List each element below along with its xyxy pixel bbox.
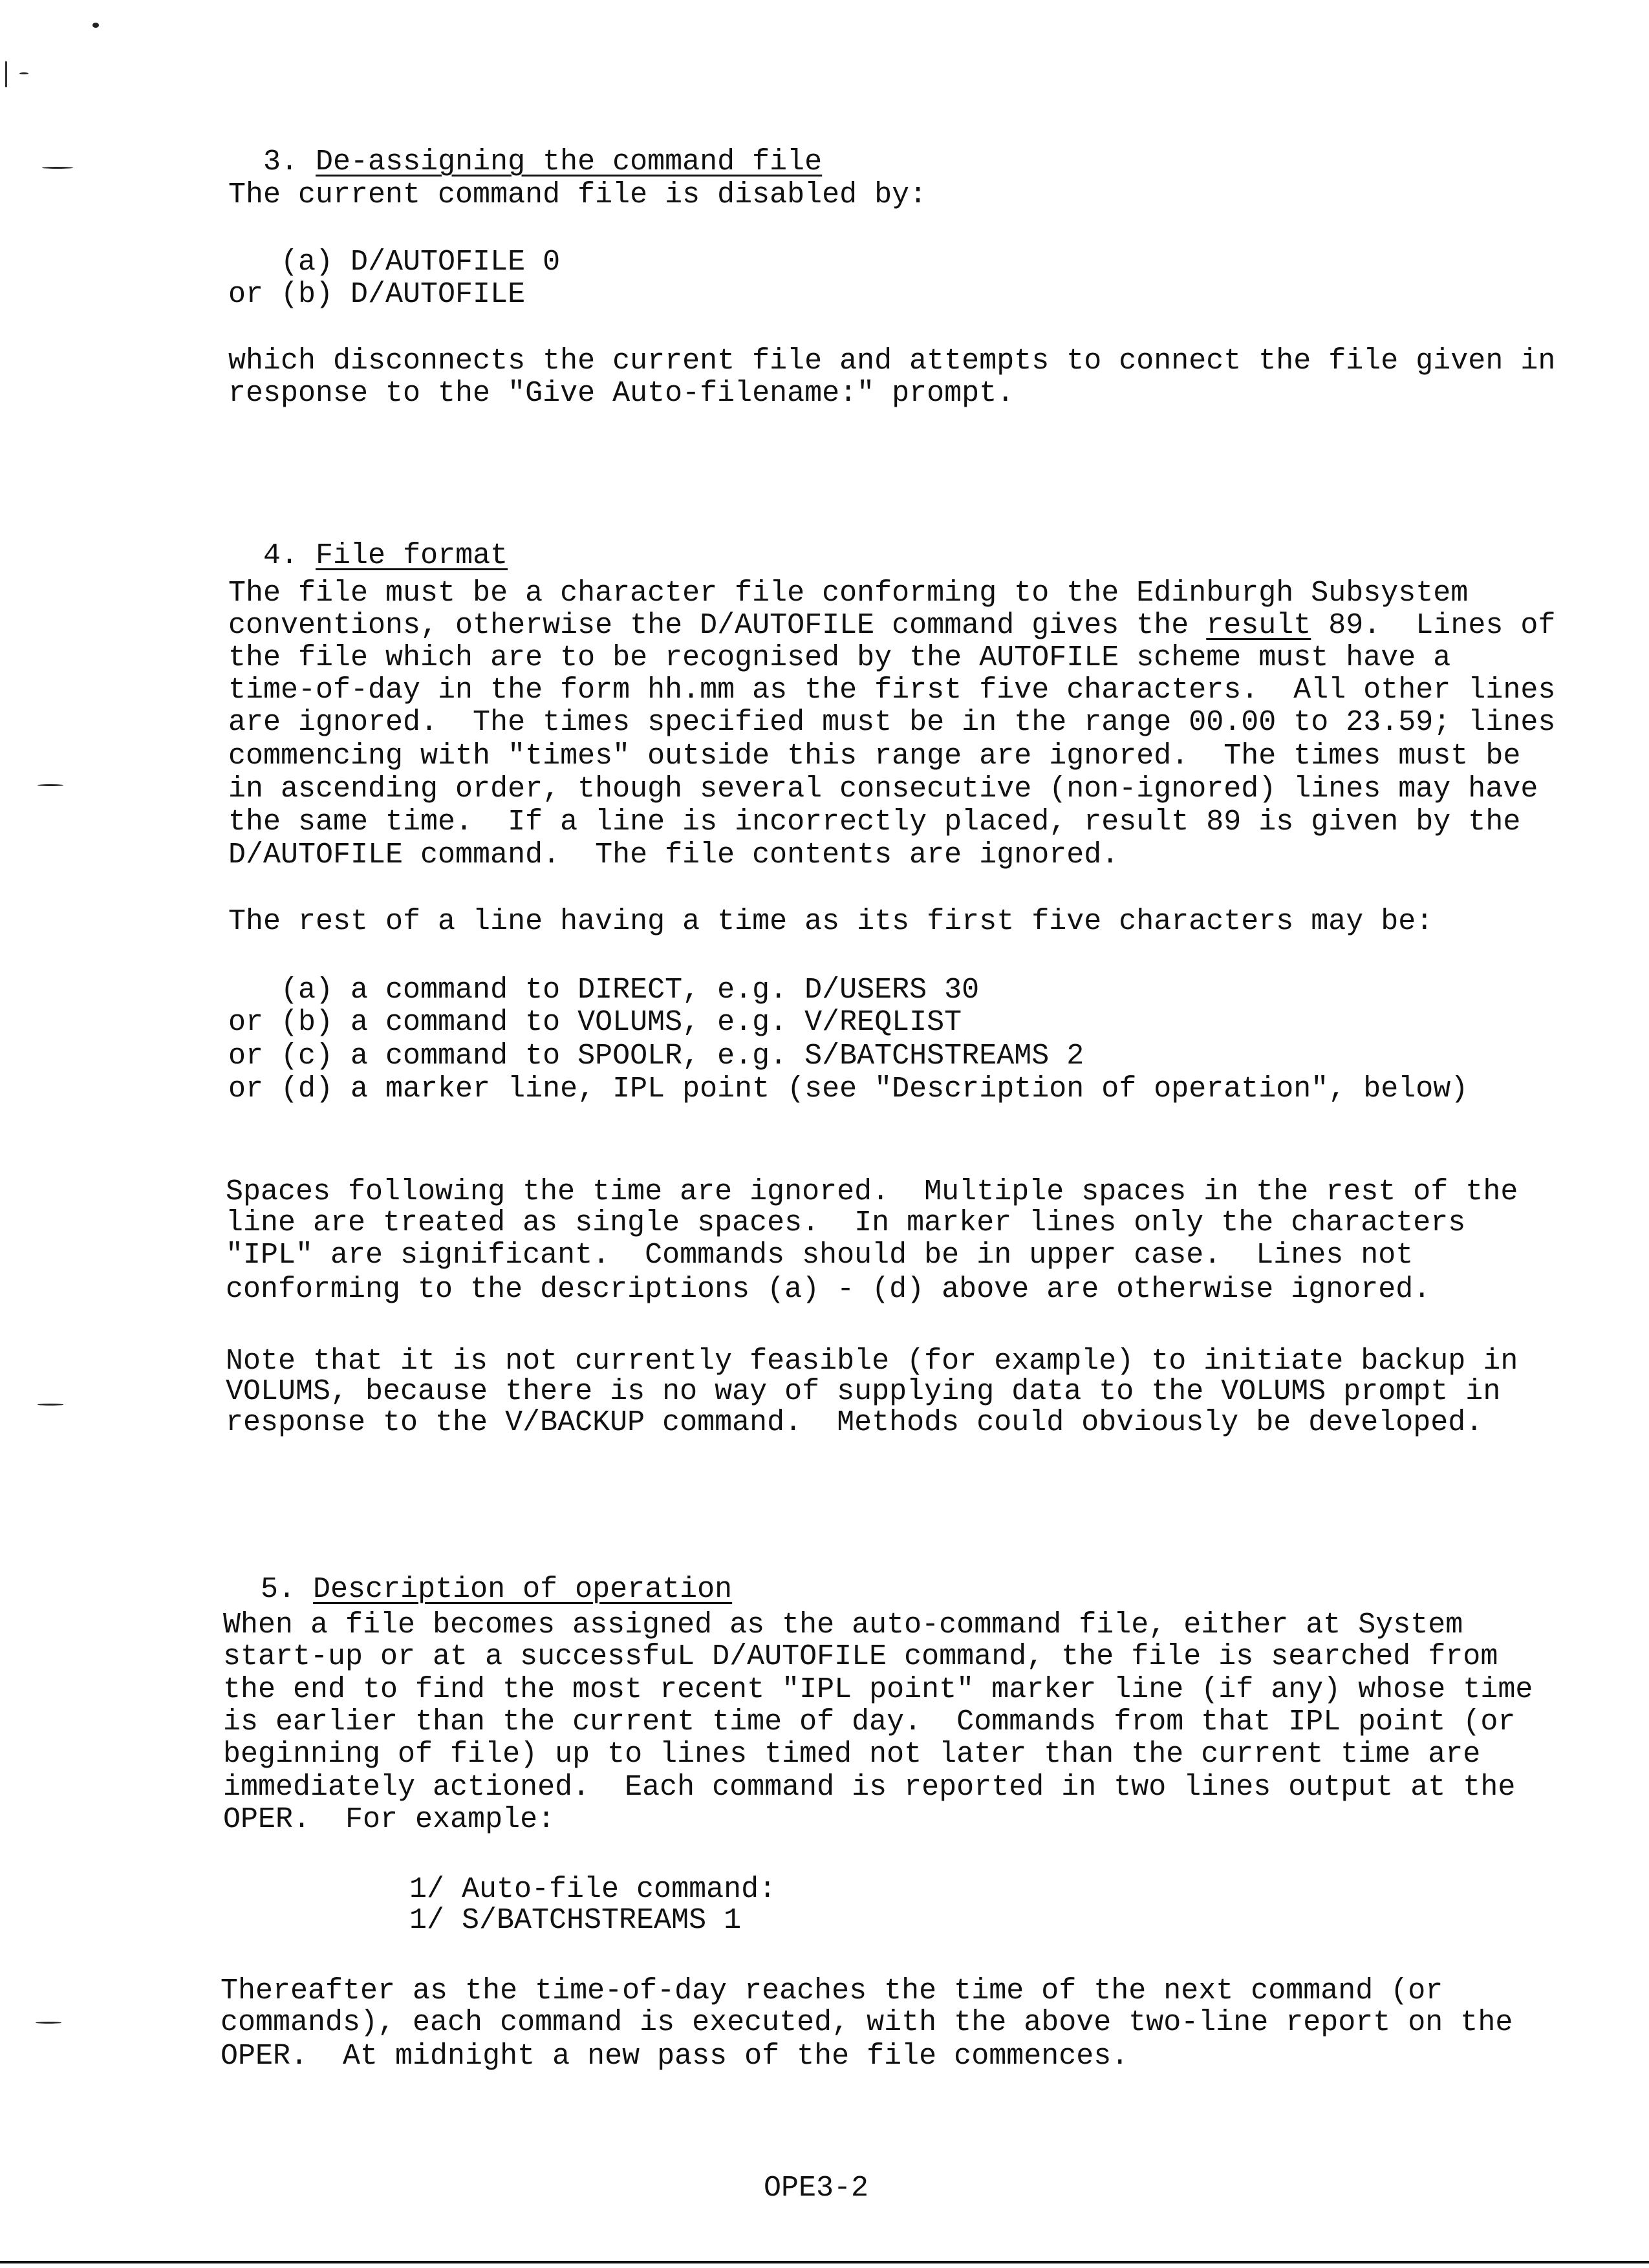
section4-para1-line: in ascending order, though several consecutive (non-ignored) lines may have xyxy=(228,773,1538,806)
scan-mark xyxy=(92,23,99,28)
section5-para1-line: beginning of file) up to lines timed not later than the current time are xyxy=(223,1738,1481,1771)
scan-edge-tick xyxy=(5,61,7,87)
section5-para1-line: start-up or at a successfuL D/AUTOFILE command, the file is searched from xyxy=(223,1640,1498,1673)
section3-heading xyxy=(228,114,822,178)
example-line: 1/ S/BATCHSTREAMS 1 xyxy=(409,1904,742,1937)
example-line: 1/ Auto-file command: xyxy=(409,1873,777,1906)
section4-para1-line: time-of-day in the form hh.mm as the first five characters. All other lines xyxy=(228,674,1556,707)
scan-mark xyxy=(38,784,63,786)
section4-para1-line: the same time. If a line is incorrectly placed, result 89 is given by the xyxy=(228,806,1521,839)
section4-para3-line: conforming to the descriptions (a) - (d) above are otherwise ignored. xyxy=(226,1273,1431,1306)
section4-para1-line2-start: conventions, otherwise the D/AUTOFILE command gives the xyxy=(228,609,1207,642)
scan-mark xyxy=(38,1404,63,1406)
bottom-rule xyxy=(0,2261,1649,2263)
section4-heading-title: File format xyxy=(316,539,508,572)
section5-heading xyxy=(226,1541,732,1606)
section4-option: or (c) a command to SPOOLR, e.g. S/BATCHSTREAMS 2 xyxy=(228,1040,1084,1073)
section4-para1-line xyxy=(228,610,1555,642)
section5-para2-line: commands), each command is executed, with the above two-line report on the xyxy=(221,2006,1513,2039)
section3-heading-number: 3. xyxy=(263,145,299,178)
section4-para1-line: are ignored. The times specified must be in the range 00.00 to 23.59; lines xyxy=(228,706,1556,739)
section5-para1-line: immediately actioned. Each command is reported in two lines output at the xyxy=(223,1771,1516,1804)
section5-para2-line: Thereafter as the time-of-day reaches the time of the next command (or xyxy=(221,1974,1443,2007)
section5-heading-title: Description of operation xyxy=(313,1573,733,1606)
section4-para1-line: The file must be a character file conforming to the Edinburgh Subsystem xyxy=(228,577,1469,610)
section3-intro: The current command file is disabled by: xyxy=(228,178,927,211)
section4-para4-line: VOLUMS, because there is no way of supplying data to the VOLUMS prompt in xyxy=(226,1375,1501,1408)
section3-body-line: response to the "Give Auto-filename:" prompt. xyxy=(228,377,1015,410)
section4-para4-line: Note that it is not currently feasible (for example) to initiate backup in xyxy=(226,1345,1518,1378)
scan-mark xyxy=(19,72,28,74)
section4-para3-line: Spaces following the time are ignored. Multiple spaces in the rest of the xyxy=(226,1175,1518,1208)
section4-heading xyxy=(228,508,508,572)
section3-option: (a) D/AUTOFILE 0 xyxy=(228,246,561,279)
section4-option: or (b) a command to VOLUMS, e.g. V/REQLIST xyxy=(228,1006,962,1039)
section4-option: or (d) a marker line, IPL point (see "Description of operation", below) xyxy=(228,1073,1469,1106)
section5-para2-line: OPER. At midnight a new pass of the file commences. xyxy=(221,2040,1129,2073)
section3-option: or (b) D/AUTOFILE xyxy=(228,278,526,311)
section5-para1-line: OPER. For example: xyxy=(223,1803,555,1836)
section5-para1-line: the end to find the most recent "IPL point" marker line (if any) whose time xyxy=(223,1673,1533,1706)
section3-body-line: which disconnects the current file and attempts to connect the file given in xyxy=(228,345,1556,378)
section5-para1-line: When a file becomes assigned as the auto-command file, either at System xyxy=(223,1609,1463,1642)
section4-heading-number: 4. xyxy=(263,539,299,572)
scan-mark xyxy=(42,167,73,169)
scan-mark xyxy=(36,2022,61,2024)
section5-para1-line: is earlier than the current time of day. Commands from that IPL point (or xyxy=(223,1706,1516,1738)
result-underlined: result xyxy=(1206,609,1311,642)
section3-heading-title: De-assigning the command file xyxy=(316,145,823,178)
section4-para1-line2-end: 89. Lines of xyxy=(1311,609,1556,642)
section4-para1-line: commencing with "times" outside this range are ignored. The times must be xyxy=(228,740,1521,773)
page-number: OPE3-2 xyxy=(764,2172,869,2205)
section4-para4-line: response to the V/BACKUP command. Methods could obviously be developed. xyxy=(226,1406,1483,1439)
section4-para1-line: the file which are to be recognised by the AUTOFILE scheme must have a xyxy=(228,641,1451,674)
section4-para3-line: line are treated as single spaces. In marker lines only the characters xyxy=(226,1206,1466,1239)
section4-para2: The rest of a line having a time as its first five characters may be: xyxy=(228,905,1434,938)
section4-para3-line: "IPL" are significant. Commands should be in upper case. Lines not xyxy=(226,1239,1414,1272)
section4-para1-line: D/AUTOFILE command. The file contents are ignored. xyxy=(228,839,1119,872)
section4-option: (a) a command to DIRECT, e.g. D/USERS 30 xyxy=(228,974,980,1007)
section5-heading-number: 5. xyxy=(261,1573,296,1606)
